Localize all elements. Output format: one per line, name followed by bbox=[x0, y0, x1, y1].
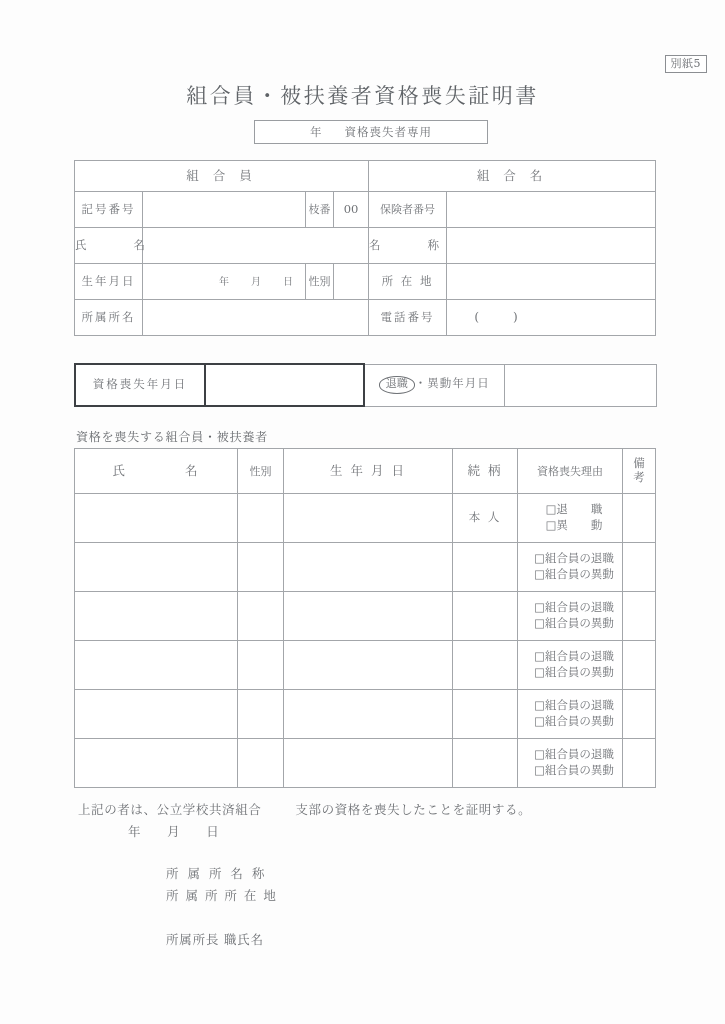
cell-reason[interactable] bbox=[518, 739, 623, 788]
table-row-loss-date bbox=[75, 364, 656, 406]
reason-checkbox-option[interactable]: □組合員の異動 bbox=[534, 567, 614, 581]
gender-label: 性別 bbox=[306, 264, 334, 300]
reason-checkbox-option[interactable]: □組合員の退職 bbox=[534, 747, 614, 762]
cell-birthdate[interactable] bbox=[284, 543, 453, 592]
signature-spacer bbox=[166, 908, 277, 930]
retire-transfer-label: 退職 ・異動年月日 bbox=[364, 364, 504, 406]
office-chief-label: 所属所長 職氏名 bbox=[166, 932, 264, 947]
table-row bbox=[75, 641, 656, 690]
loss-date-label: 資格喪失年月日 bbox=[75, 364, 205, 406]
affiliation-label: 所属所名 bbox=[75, 300, 143, 336]
insurer-number-field[interactable] bbox=[447, 192, 656, 228]
branch-number-value: 00 bbox=[334, 192, 369, 228]
cell-birthdate[interactable] bbox=[284, 739, 453, 788]
page-title: 組合員・被扶養者資格喪失証明書 bbox=[186, 84, 539, 108]
cell-relation[interactable] bbox=[453, 690, 518, 739]
column-header-remarks bbox=[623, 449, 656, 494]
cell-remarks[interactable] bbox=[623, 690, 656, 739]
cell-gender[interactable] bbox=[238, 494, 284, 543]
reason-checkbox-option[interactable]: □組合員の異動 bbox=[534, 763, 614, 777]
column-header-relation: 続 柄 bbox=[453, 449, 518, 494]
table-row-section-headers bbox=[75, 161, 656, 192]
reason-checkbox-option[interactable]: □退 職 bbox=[545, 502, 603, 517]
reason-checkbox-option[interactable]: □組合員の退職 bbox=[534, 551, 614, 566]
subtitle-box bbox=[254, 120, 488, 144]
branch-number-label: 枝番 bbox=[306, 192, 334, 228]
code-number-field[interactable] bbox=[143, 192, 306, 228]
cell-remarks[interactable] bbox=[623, 494, 656, 543]
cell-birthdate[interactable] bbox=[284, 592, 453, 641]
date-day-label: 日 bbox=[206, 824, 220, 839]
cell-remarks[interactable] bbox=[623, 592, 656, 641]
reason-checkbox-option[interactable]: □異 動 bbox=[545, 518, 603, 532]
affiliation-field[interactable] bbox=[143, 300, 369, 336]
cell-gender[interactable] bbox=[238, 739, 284, 788]
dependents-section-caption: 資格を喪失する組合員・被扶養者 bbox=[76, 430, 269, 444]
date-year-label: 年 bbox=[128, 824, 142, 839]
address-field[interactable] bbox=[447, 264, 656, 300]
dependents-table bbox=[74, 448, 656, 788]
slip-number-box: 別紙5 bbox=[665, 55, 708, 73]
cell-relation[interactable] bbox=[453, 739, 518, 788]
column-header-birthdate: 生 年 月 日 bbox=[284, 449, 453, 494]
signature-block bbox=[166, 864, 277, 952]
table-row-name bbox=[75, 228, 656, 264]
cell-name[interactable] bbox=[75, 494, 238, 543]
column-header-gender: 性別 bbox=[238, 449, 284, 494]
table-row bbox=[75, 494, 656, 543]
cell-relation[interactable] bbox=[453, 592, 518, 641]
remarks-vertical-label: 備 考 bbox=[633, 455, 645, 485]
phone-hint: ( ) bbox=[474, 310, 518, 325]
retire-transfer-date-field[interactable] bbox=[504, 364, 656, 406]
loss-date-field[interactable] bbox=[205, 364, 364, 406]
subtitle-text: 資格喪失者専用 bbox=[344, 125, 432, 139]
reason-checkbox-option[interactable]: □組合員の異動 bbox=[534, 714, 614, 728]
table-row bbox=[75, 543, 656, 592]
loss-date-band bbox=[74, 363, 657, 407]
cell-relation[interactable] bbox=[453, 543, 518, 592]
insurer-number-label: 保険者番号 bbox=[369, 192, 447, 228]
date-month-label: 月 bbox=[167, 824, 181, 839]
phone-label: 電話番号 bbox=[369, 300, 447, 336]
cell-reason[interactable] bbox=[518, 494, 623, 543]
cell-name[interactable] bbox=[75, 739, 238, 788]
birthdate-label: 生年月日 bbox=[75, 264, 143, 300]
org-name-field[interactable] bbox=[447, 228, 656, 264]
table-row-birthdate bbox=[75, 264, 656, 300]
member-info-table bbox=[74, 160, 656, 336]
org-name-label: 名 称 bbox=[369, 228, 447, 264]
member-name-field[interactable] bbox=[143, 228, 369, 264]
code-number-label: 記号番号 bbox=[75, 192, 143, 228]
birthdate-hint: 年 月 日 bbox=[219, 276, 299, 288]
reason-checkbox-option[interactable]: □組合員の退職 bbox=[534, 649, 614, 664]
member-name-label: 氏 名 bbox=[75, 228, 143, 264]
office-address-label: 所 属 所 所 在 地 bbox=[166, 888, 278, 903]
address-label: 所 在 地 bbox=[369, 264, 447, 300]
cell-reason[interactable] bbox=[518, 543, 623, 592]
cell-reason[interactable] bbox=[518, 690, 623, 739]
cell-remarks[interactable] bbox=[623, 543, 656, 592]
member-section-header: 組 合 員 bbox=[75, 161, 369, 192]
cell-name[interactable] bbox=[75, 690, 238, 739]
table-row bbox=[75, 739, 656, 788]
cell-name[interactable] bbox=[75, 543, 238, 592]
reason-checkbox-option[interactable]: □組合員の退職 bbox=[534, 600, 614, 615]
cell-relation: 本 人 bbox=[453, 494, 518, 543]
cell-remarks[interactable] bbox=[623, 739, 656, 788]
cell-name[interactable] bbox=[75, 641, 238, 690]
union-name-section-header: 組 合 名 bbox=[369, 161, 656, 192]
certification-date[interactable] bbox=[128, 822, 219, 840]
cell-name[interactable] bbox=[75, 592, 238, 641]
cell-reason[interactable] bbox=[518, 641, 623, 690]
reason-checkbox-option[interactable]: □組合員の退職 bbox=[534, 698, 614, 713]
column-header-name: 氏 名 bbox=[75, 449, 238, 494]
cell-gender[interactable] bbox=[238, 641, 284, 690]
table-row-code-number bbox=[75, 192, 656, 228]
gender-field[interactable] bbox=[334, 264, 369, 300]
table-row bbox=[75, 690, 656, 739]
certification-prefix: 上記の者は、公立学校共済組合 bbox=[78, 802, 262, 817]
table-row bbox=[75, 592, 656, 641]
table-row-affiliation bbox=[75, 300, 656, 336]
phone-field[interactable] bbox=[447, 300, 656, 336]
cell-reason[interactable] bbox=[518, 592, 623, 641]
cell-relation[interactable] bbox=[453, 641, 518, 690]
reason-checkbox-option[interactable]: □組合員の異動 bbox=[534, 665, 614, 679]
cell-gender[interactable] bbox=[238, 543, 284, 592]
cell-gender[interactable] bbox=[238, 592, 284, 641]
cell-remarks[interactable] bbox=[623, 641, 656, 690]
cell-gender[interactable] bbox=[238, 690, 284, 739]
cell-birthdate[interactable] bbox=[284, 494, 453, 543]
reason-checkbox-option[interactable]: □組合員の異動 bbox=[534, 616, 614, 630]
cell-birthdate[interactable] bbox=[284, 690, 453, 739]
office-name-label: 所 属 所 名 称 bbox=[166, 866, 267, 881]
certification-statement bbox=[78, 800, 531, 818]
birthdate-field[interactable] bbox=[143, 264, 306, 300]
table-header-row bbox=[75, 449, 656, 494]
certification-suffix: 支部の資格を喪失したことを証明する。 bbox=[295, 802, 532, 817]
retire-circled-word: 退職 bbox=[379, 376, 415, 393]
subtitle-year: 年 bbox=[310, 125, 323, 139]
column-header-reason: 資格喪失理由 bbox=[518, 449, 623, 494]
cell-birthdate[interactable] bbox=[284, 641, 453, 690]
